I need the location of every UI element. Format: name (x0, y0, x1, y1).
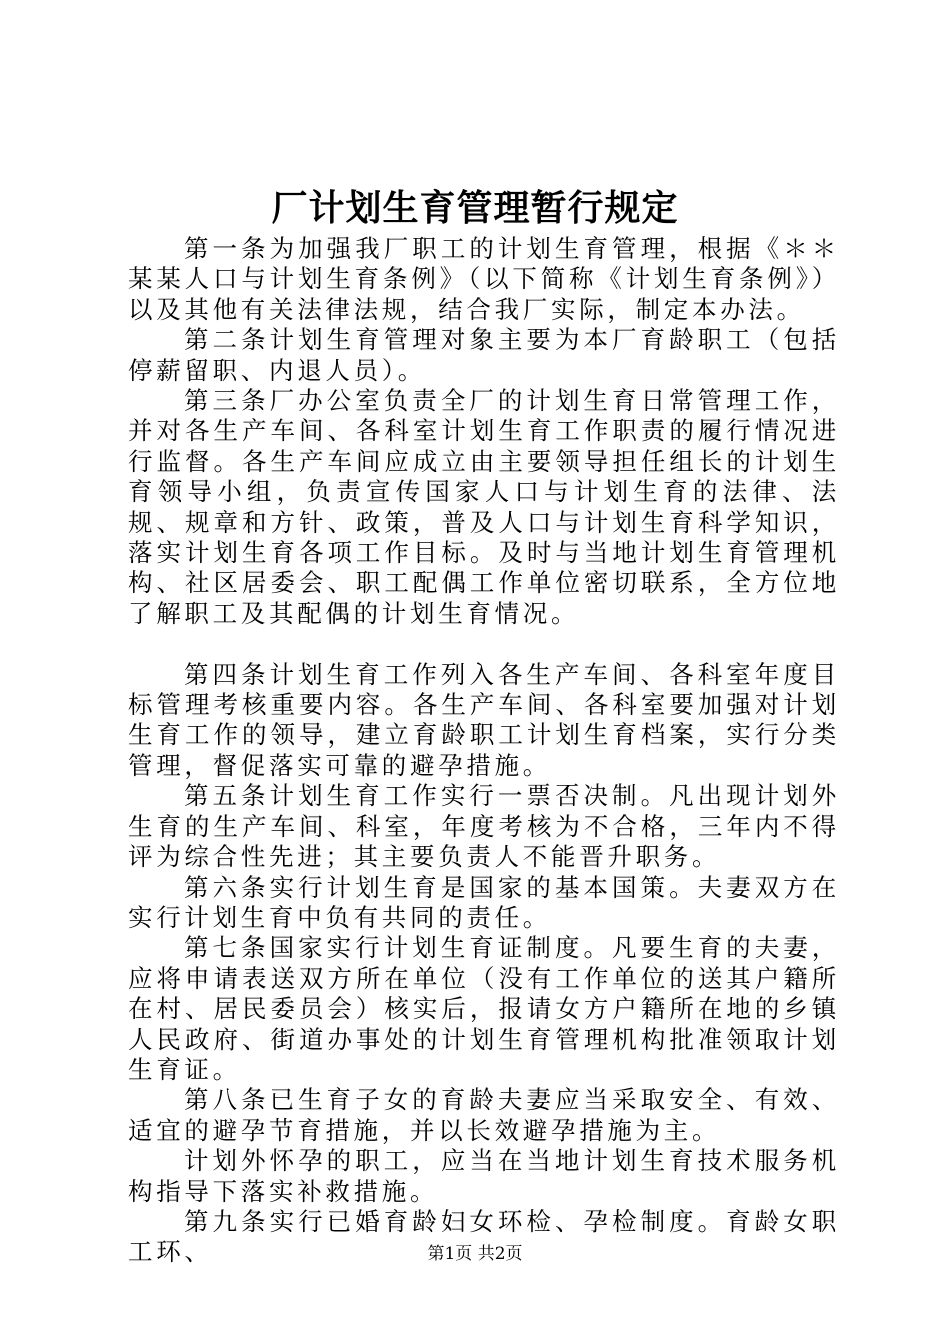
article-8-paragraph: 第八条已生育子女的育龄夫妻应当采取安全、有效、适宜的避孕节育措施，并以长效避孕措施为主。 (128, 1085, 840, 1145)
article-9-paragraph: 第九条实行已婚育龄妇女环检、孕检制度。育龄女职工环、 (128, 1206, 840, 1267)
document-title: 厂计划生育管理暂行规定 (271, 187, 679, 229)
article-1-paragraph: 第一条为加强我厂职工的计划生育管理，根据《＊＊某某人口与计划生育条例》（以下简称《计划生育条例》）以及其他有关法律法规，结合我厂实际，制定本办法。 (128, 234, 840, 324)
document-body (128, 234, 840, 1268)
page-number-footer: 第1页 共2页 (427, 1244, 523, 1264)
article-2-paragraph: 第二条计划生育管理对象主要为本厂育龄职工（包括停薪留职、内退人员）。 (128, 325, 840, 385)
article-7-paragraph: 第七条国家实行计划生育证制度。凡要生育的夫妻，应将申请表送双方所在单位（没有工作单位的送其户籍所在村、居民委员会）核实后，报请女方户籍所在地的乡镇人民政府、街道办事处的计划生育管理机构批准领取计划生育证。 (128, 933, 840, 1084)
paragraph-spacer (128, 629, 840, 659)
article-5-paragraph: 第五条计划生育工作实行一票否决制。凡出现计划外生育的生产车间、科室，年度考核为不合格，三年内不得评为综合性先进；其主要负责人不能晋升职务。 (128, 781, 840, 872)
article-3-paragraph: 第三条厂办公室负责全厂的计划生育日常管理工作，并对各生产车间、各科室计划生育工作职责的履行情况进行监督。各生产车间应成立由主要领导担任组长的计划生育领导小组，负责宣传国家人口与计划生育的法律、法规、规章和方针、政策，普及人口与计划生育科学知识，落实计划生育各项工作目标。及时与当地计划生育管理机构、社区居委会、职工配偶工作单位密切联系，全方位地了解职工及其配偶的计划生育情况。 (128, 386, 840, 628)
article-6-paragraph: 第六条实行计划生育是国家的基本国策。夫妻双方在实行计划生育中负有共同的责任。 (128, 872, 840, 932)
article-8-continuation-paragraph: 计划外怀孕的职工，应当在当地计划生育技术服务机构指导下落实补救措施。 (128, 1146, 840, 1206)
article-4-paragraph: 第四条计划生育工作列入各生产车间、各科室年度目标管理考核重要内容。各生产车间、各科室要加强对计划生育工作的领导，建立育龄职工计划生育档案，实行分类管理，督促落实可靠的避孕措施。 (128, 659, 840, 780)
